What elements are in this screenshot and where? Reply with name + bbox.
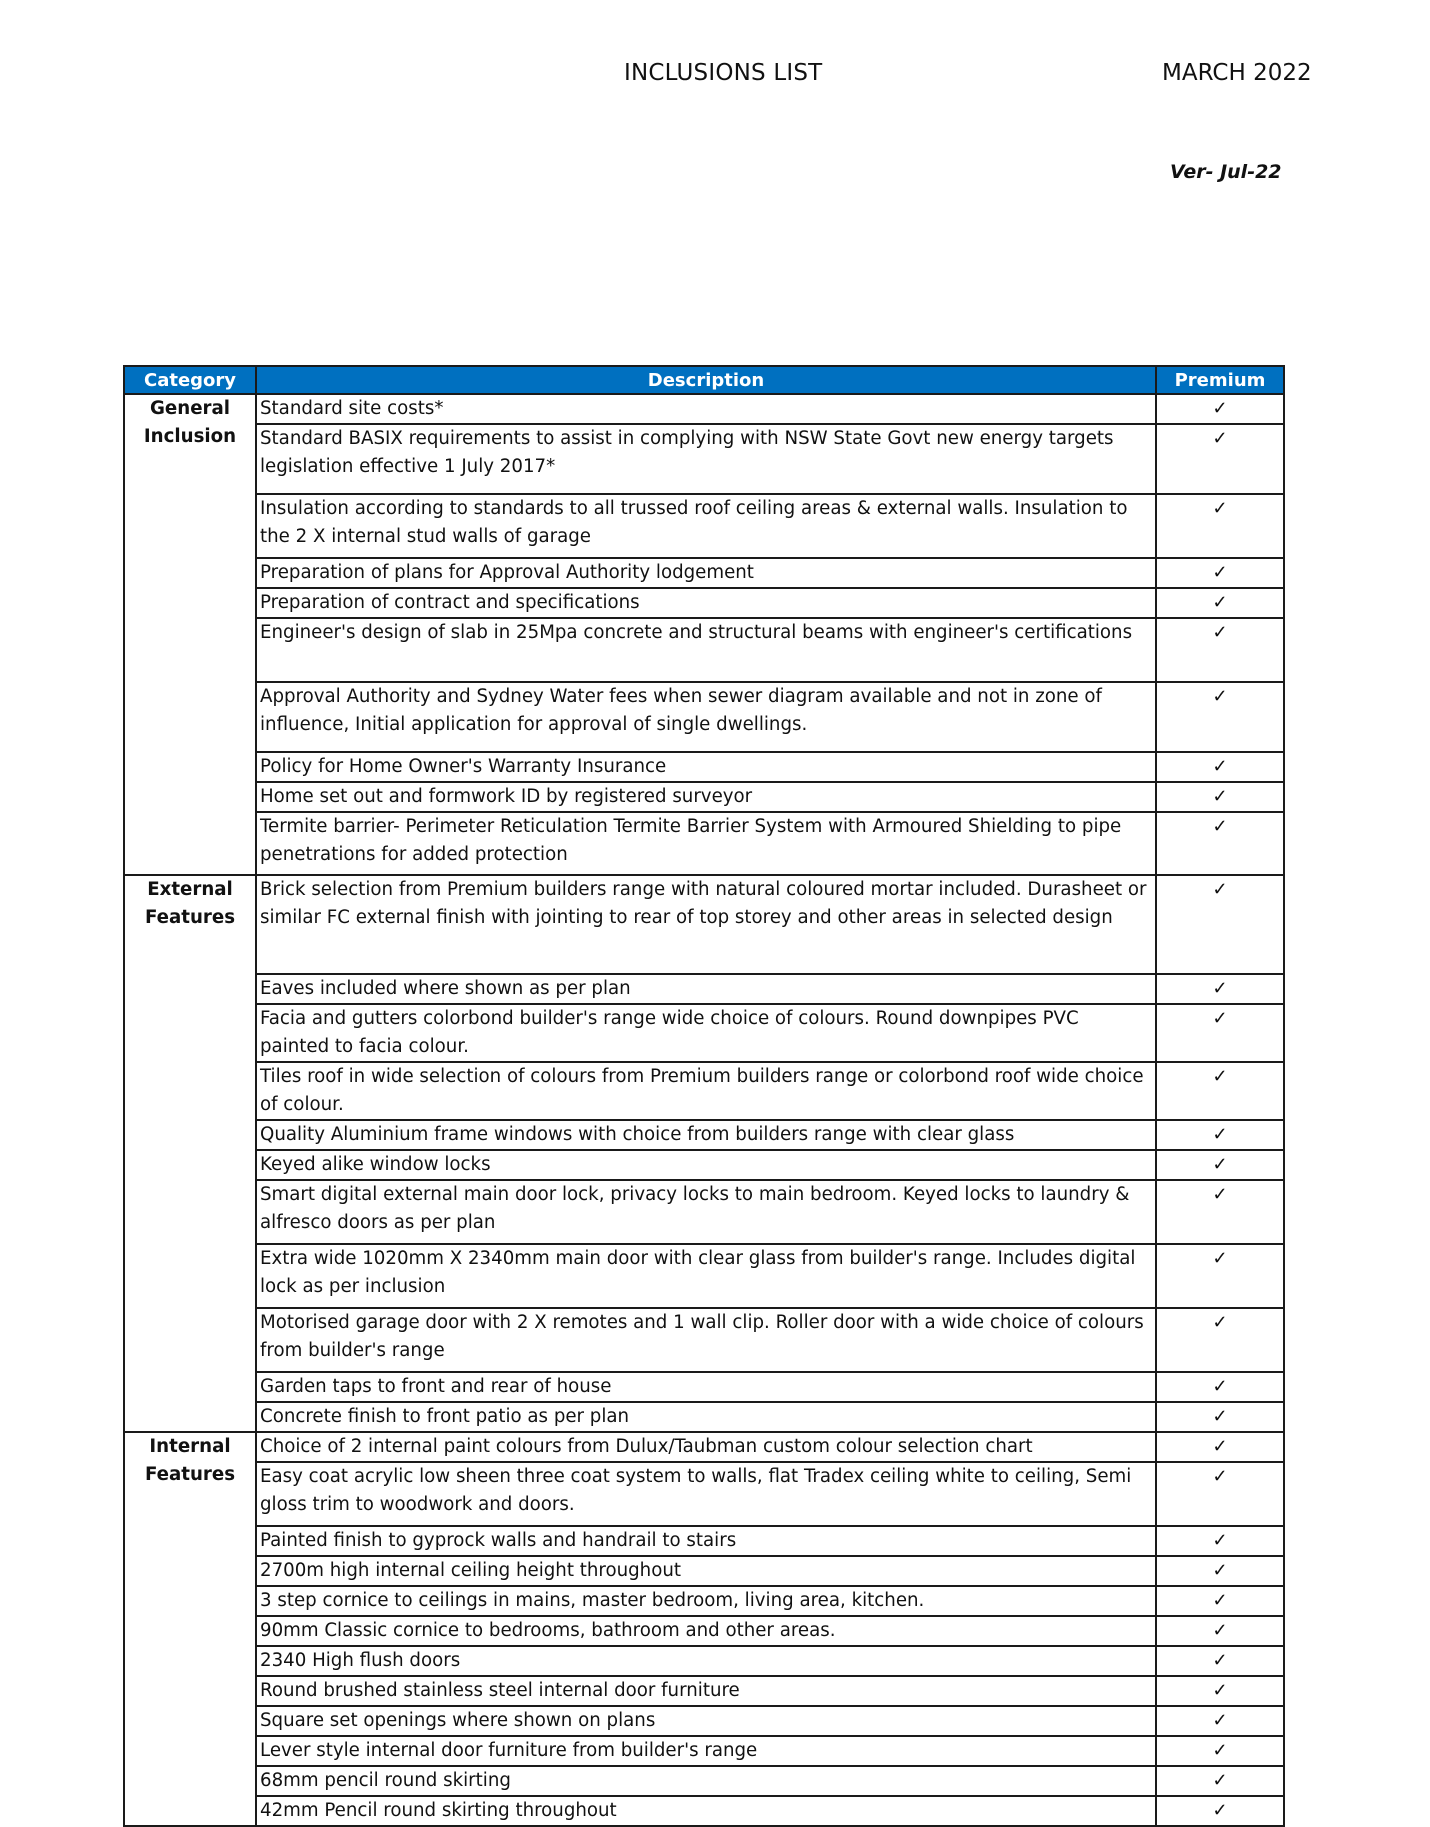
checkmark-icon: ✓ bbox=[1156, 1616, 1284, 1646]
checkmark-icon: ✓ bbox=[1156, 875, 1284, 974]
description-cell: Keyed alike window locks bbox=[256, 1150, 1156, 1180]
checkmark-icon: ✓ bbox=[1156, 1244, 1284, 1308]
table-row bbox=[124, 494, 1284, 558]
document-title: INCLUSIONS LIST bbox=[624, 60, 823, 86]
table-row bbox=[124, 1180, 1284, 1244]
column-header-category: Category bbox=[124, 366, 256, 394]
description-cell: Approval Authority and Sydney Water fees when sewer diagram available and not in zone of influence, Initial application for approval of single dwellings. bbox=[256, 682, 1156, 752]
description-cell: Round brushed stainless steel internal door furniture bbox=[256, 1676, 1156, 1706]
checkmark-icon: ✓ bbox=[1156, 1180, 1284, 1244]
table-row bbox=[124, 1004, 1284, 1062]
table-row bbox=[124, 558, 1284, 588]
description-cell: Standard site costs* bbox=[256, 394, 1156, 424]
checkmark-icon: ✓ bbox=[1156, 1372, 1284, 1402]
table-row bbox=[124, 1796, 1284, 1826]
checkmark-icon: ✓ bbox=[1156, 558, 1284, 588]
document-version: Ver- Jul-22 bbox=[1170, 161, 1282, 183]
table-row bbox=[124, 875, 1284, 974]
description-cell: Insulation according to standards to all trussed roof ceiling areas & external walls. Insulation to the 2 X internal stud walls of garage bbox=[256, 494, 1156, 558]
category-label: General Inclusion bbox=[143, 398, 237, 447]
table-row bbox=[124, 1646, 1284, 1676]
checkmark-icon: ✓ bbox=[1156, 588, 1284, 618]
table-row bbox=[124, 782, 1284, 812]
document-date: MARCH 2022 bbox=[1162, 60, 1312, 86]
table-header-row bbox=[124, 366, 1284, 394]
checkmark-icon: ✓ bbox=[1156, 1120, 1284, 1150]
table-body bbox=[124, 394, 1284, 1826]
table-row bbox=[124, 1676, 1284, 1706]
table-row bbox=[124, 1372, 1284, 1402]
description-cell: Square set openings where shown on plans bbox=[256, 1706, 1156, 1736]
checkmark-icon: ✓ bbox=[1156, 1766, 1284, 1796]
description-cell: Preparation of plans for Approval Authority lodgement bbox=[256, 558, 1156, 588]
inclusions-table bbox=[123, 365, 1285, 1827]
category-cell bbox=[124, 875, 256, 1432]
column-header-description: Description bbox=[256, 366, 1156, 394]
table-row bbox=[124, 618, 1284, 682]
description-cell: Concrete finish to front patio as per plan bbox=[256, 1402, 1156, 1432]
category-label: External Features bbox=[144, 879, 236, 928]
table-row bbox=[124, 1120, 1284, 1150]
description-cell: Motorised garage door with 2 X remotes and 1 wall clip. Roller door with a wide choice of colours from builder's range bbox=[256, 1308, 1156, 1372]
table-row bbox=[124, 1736, 1284, 1766]
table-row bbox=[124, 424, 1284, 494]
description-cell: Tiles roof in wide selection of colours from Premium builders range or colorbond roof wide choice of colour. bbox=[256, 1062, 1156, 1120]
description-cell: Termite barrier- Perimeter Reticulation Termite Barrier System with Armoured Shielding to pipe penetrations for added protection bbox=[256, 812, 1156, 875]
checkmark-icon: ✓ bbox=[1156, 1676, 1284, 1706]
table-row bbox=[124, 1526, 1284, 1556]
checkmark-icon: ✓ bbox=[1156, 1556, 1284, 1586]
checkmark-icon: ✓ bbox=[1156, 752, 1284, 782]
column-header-premium: Premium bbox=[1156, 366, 1284, 394]
description-cell: Garden taps to front and rear of house bbox=[256, 1372, 1156, 1402]
table-row bbox=[124, 1462, 1284, 1526]
table-row bbox=[124, 812, 1284, 875]
description-cell: 42mm Pencil round skirting throughout bbox=[256, 1796, 1156, 1826]
checkmark-icon: ✓ bbox=[1156, 1736, 1284, 1766]
table-row bbox=[124, 1062, 1284, 1120]
table-row bbox=[124, 588, 1284, 618]
description-cell: Eaves included where shown as per plan bbox=[256, 974, 1156, 1004]
checkmark-icon: ✓ bbox=[1156, 812, 1284, 875]
table-row bbox=[124, 1244, 1284, 1308]
description-cell: 90mm Classic cornice to bedrooms, bathroom and other areas. bbox=[256, 1616, 1156, 1646]
description-cell: Engineer's design of slab in 25Mpa concrete and structural beams with engineer's certifications bbox=[256, 618, 1156, 682]
description-cell: Policy for Home Owner's Warranty Insurance bbox=[256, 752, 1156, 782]
table-row bbox=[124, 1432, 1284, 1462]
checkmark-icon: ✓ bbox=[1156, 1646, 1284, 1676]
checkmark-icon: ✓ bbox=[1156, 1796, 1284, 1826]
checkmark-icon: ✓ bbox=[1156, 1586, 1284, 1616]
description-cell: 68mm pencil round skirting bbox=[256, 1766, 1156, 1796]
checkmark-icon: ✓ bbox=[1156, 1150, 1284, 1180]
checkmark-icon: ✓ bbox=[1156, 782, 1284, 812]
table-row bbox=[124, 752, 1284, 782]
description-cell: Facia and gutters colorbond builder's range wide choice of colours. Round downpipes PVC painted to facia colour. bbox=[256, 1004, 1156, 1062]
checkmark-icon: ✓ bbox=[1156, 1706, 1284, 1736]
description-cell: Painted finish to gyprock walls and handrail to stairs bbox=[256, 1526, 1156, 1556]
checkmark-icon: ✓ bbox=[1156, 618, 1284, 682]
description-cell: Standard BASIX requirements to assist in complying with NSW State Govt new energy targets legislation effective 1 July 2017* bbox=[256, 424, 1156, 494]
category-label: Internal Features bbox=[144, 1436, 236, 1485]
checkmark-icon: ✓ bbox=[1156, 1432, 1284, 1462]
description-cell: Quality Aluminium frame windows with choice from builders range with clear glass bbox=[256, 1120, 1156, 1150]
checkmark-icon: ✓ bbox=[1156, 1062, 1284, 1120]
checkmark-icon: ✓ bbox=[1156, 1308, 1284, 1372]
category-cell bbox=[124, 394, 256, 875]
description-cell: Lever style internal door furniture from builder's range bbox=[256, 1736, 1156, 1766]
description-cell: Choice of 2 internal paint colours from Dulux/Taubman custom colour selection chart bbox=[256, 1432, 1156, 1462]
description-cell: Brick selection from Premium builders range with natural coloured mortar included. Durasheet or similar FC external finish with jointing to rear of top storey and other areas in selected design bbox=[256, 875, 1156, 974]
table-row bbox=[124, 1616, 1284, 1646]
table-row bbox=[124, 974, 1284, 1004]
checkmark-icon: ✓ bbox=[1156, 1462, 1284, 1526]
checkmark-icon: ✓ bbox=[1156, 682, 1284, 752]
table-row bbox=[124, 1308, 1284, 1372]
description-cell: 3 step cornice to ceilings in mains, master bedroom, living area, kitchen. bbox=[256, 1586, 1156, 1616]
table-row bbox=[124, 682, 1284, 752]
description-cell: Smart digital external main door lock, privacy locks to main bedroom. Keyed locks to laundry & alfresco doors as per plan bbox=[256, 1180, 1156, 1244]
table-row bbox=[124, 1150, 1284, 1180]
description-cell: Preparation of contract and specifications bbox=[256, 588, 1156, 618]
checkmark-icon: ✓ bbox=[1156, 974, 1284, 1004]
checkmark-icon: ✓ bbox=[1156, 394, 1284, 424]
table-row bbox=[124, 1556, 1284, 1586]
checkmark-icon: ✓ bbox=[1156, 494, 1284, 558]
table-row bbox=[124, 394, 1284, 424]
description-cell: 2340 High flush doors bbox=[256, 1646, 1156, 1676]
description-cell: Extra wide 1020mm X 2340mm main door with clear glass from builder's range. Includes digital lock as per inclusion bbox=[256, 1244, 1156, 1308]
description-cell: Home set out and formwork ID by registered surveyor bbox=[256, 782, 1156, 812]
category-cell bbox=[124, 1432, 256, 1826]
checkmark-icon: ✓ bbox=[1156, 424, 1284, 494]
checkmark-icon: ✓ bbox=[1156, 1402, 1284, 1432]
description-cell: 2700m high internal ceiling height throughout bbox=[256, 1556, 1156, 1586]
table-row bbox=[124, 1402, 1284, 1432]
checkmark-icon: ✓ bbox=[1156, 1526, 1284, 1556]
table-row bbox=[124, 1706, 1284, 1736]
checkmark-icon: ✓ bbox=[1156, 1004, 1284, 1062]
table-row bbox=[124, 1586, 1284, 1616]
description-cell: Easy coat acrylic low sheen three coat system to walls, flat Tradex ceiling white to ceiling, Semi gloss trim to woodwork and doors. bbox=[256, 1462, 1156, 1526]
